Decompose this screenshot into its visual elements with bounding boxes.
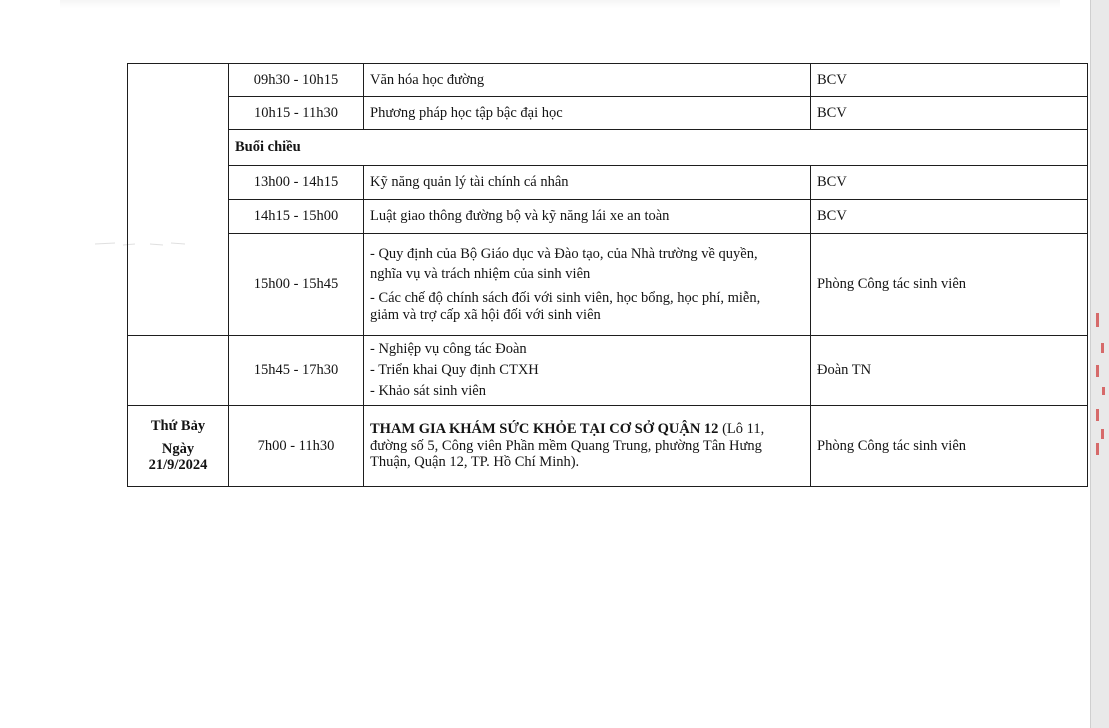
content-line: - Triển khai Quy định CTXH [370,362,539,379]
owner-cell: BCV [811,200,1088,234]
content-cell: Phương pháp học tập bậc đại học [364,97,811,130]
content-line: - Nghiệp vụ công tác Đoàn [370,341,527,358]
content-cell: Luật giao thông đường bộ và kỹ năng lái xe an toàn [364,200,811,234]
day-cell [128,406,229,487]
day-name: Thứ Bảy [150,417,206,434]
table-row [128,97,1088,130]
content-cell: Kỹ năng quản lý tài chính cá nhân [364,166,811,200]
content-cell: Văn hóa học đường [364,64,811,97]
table-row [128,166,1088,200]
owner-cell: Đoàn TN [811,336,1088,406]
time-cell: 13h00 - 14h15 [229,166,364,200]
content-line: Thuận, Quận 12, TP. Hồ Chí Minh). [370,454,580,471]
content-line: - Khảo sát sinh viên [370,382,486,399]
content-line: giảm và trợ cấp xã hội đối với sinh viên [370,306,601,323]
owner-cell: BCV [811,97,1088,130]
scan-top-shadow [60,0,1060,8]
schedule-table [127,63,1088,487]
content-line: nghĩa vụ và trách nhiệm của sinh viên [370,266,591,283]
section-header-afternoon: Buổi chiều [229,130,1088,166]
content-cell [364,336,811,406]
time-cell: 15h00 - 15h45 [229,234,364,336]
content-cell [364,406,811,487]
content-line: (Lô 11, [718,420,765,437]
time-cell: 7h00 - 11h30 [229,406,364,487]
table-row [128,64,1088,97]
event-title: THAM GIA KHÁM SỨC KHỎE TẠI CƠ SỞ QUẬN 12 [370,420,719,437]
scan-edge-marks [1096,305,1108,455]
content-line: - Các chế độ chính sách đối với sinh viên, học bổng, học phí, miễn, [370,290,761,306]
date-label: Ngày [161,440,195,457]
section-header-row [128,130,1088,166]
day-cell-empty [128,336,229,406]
time-cell: 10h15 - 11h30 [229,97,364,130]
day-cell-empty [128,64,229,336]
time-cell: 09h30 - 10h15 [229,64,364,97]
content-cell [364,234,811,336]
time-cell: 15h45 - 17h30 [229,336,364,406]
time-cell: 14h15 - 15h00 [229,200,364,234]
table-row [128,234,1088,336]
table-row [128,406,1088,487]
owner-cell: Phòng Công tác sinh viên [811,406,1088,487]
owner-cell: Phòng Công tác sinh viên [811,234,1088,336]
content-line: - Quy định của Bộ Giáo dục và Đào tạo, của Nhà trường về quyền, [370,245,758,262]
table-row [128,336,1088,406]
table-row [128,200,1088,234]
owner-cell: BCV [811,64,1088,97]
date-value: 21/9/2024 [148,457,208,474]
content-line: đường số 5, Công viên Phần mềm Quang Trung, phường Tân Hưng [370,437,762,454]
owner-cell: BCV [811,166,1088,200]
